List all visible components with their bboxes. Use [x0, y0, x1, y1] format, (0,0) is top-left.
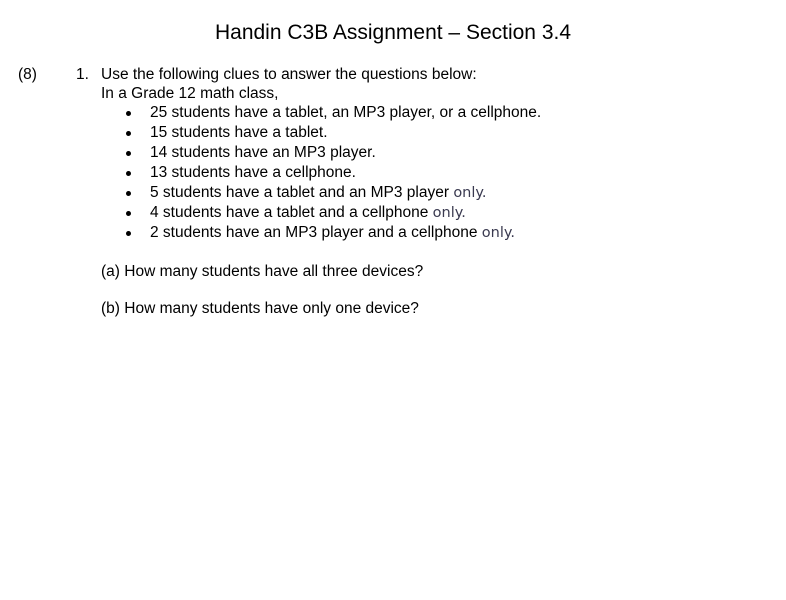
question-part-a: (a) How many students have all three devices?: [101, 263, 424, 280]
clue-emphasis: only.: [453, 185, 487, 201]
clue-text: 25 students have a tablet, an MP3 player, or a cellphone.: [150, 104, 542, 121]
clue-text: 4 students have a tablet and a cellphone: [150, 204, 433, 221]
question-marks: (8): [18, 66, 37, 83]
bullet-icon: [126, 111, 131, 116]
clue-text: 2 students have an MP3 player and a cellphone: [150, 224, 482, 241]
question-context: In a Grade 12 math class,: [101, 85, 279, 102]
clue-emphasis: only.: [432, 205, 466, 221]
clue-item: [124, 183, 541, 203]
bullet-icon: [126, 211, 131, 216]
clue-item: [124, 143, 541, 163]
clue-text: 15 students have a tablet.: [150, 124, 328, 141]
bullet-icon: [126, 151, 131, 156]
bullet-icon: [126, 191, 131, 196]
clue-item: [124, 223, 541, 243]
bullet-icon: [126, 171, 131, 176]
question-number: 1.: [76, 66, 89, 83]
clue-item: [124, 163, 541, 183]
bullet-icon: [126, 131, 131, 136]
question-intro: Use the following clues to answer the questions below:: [101, 66, 477, 83]
page-title: Handin C3B Assignment – Section 3.4: [214, 21, 572, 44]
clue-item: [124, 123, 541, 143]
clue-text: 5 students have a tablet and an MP3 player: [150, 184, 454, 201]
clue-emphasis: only.: [481, 225, 515, 241]
clue-list: [124, 103, 541, 243]
bullet-icon: [126, 231, 131, 236]
clue-text: 13 students have a cellphone.: [150, 164, 356, 181]
clue-item: [124, 203, 541, 223]
question-part-b: (b) How many students have only one device?: [101, 300, 419, 317]
clue-item: [124, 103, 541, 123]
clue-text: 14 students have an MP3 player.: [150, 144, 376, 161]
